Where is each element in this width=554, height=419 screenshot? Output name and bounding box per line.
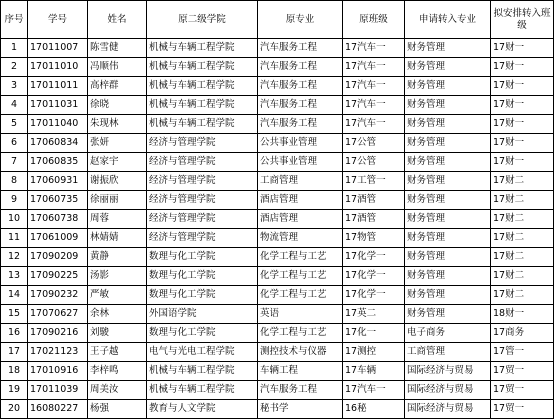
cell-original-college: 数理与化工学院: [147, 267, 258, 286]
cell-target-major: 财务管理: [405, 96, 491, 115]
cell-original-class: 17化学一: [343, 286, 405, 305]
cell-original-class: 17工管一: [343, 172, 405, 191]
table-row: [1, 172, 554, 191]
cell-student-id: 17060738: [28, 210, 88, 229]
cell-target-class: 17贸一: [491, 362, 554, 381]
cell-target-major: 财务管理: [405, 191, 491, 210]
cell-original-college: 数理与化工学院: [147, 286, 258, 305]
cell-target-major: 财务管理: [405, 58, 491, 77]
cell-index: 11: [1, 229, 28, 248]
cell-original-college: 数理与化工学院: [147, 324, 258, 343]
cell-original-class: 17汽车一: [343, 58, 405, 77]
header-target-class: 拟安排转入班级: [491, 1, 554, 39]
cell-student-id: 17090209: [28, 248, 88, 267]
cell-original-class: 17汽车一: [343, 39, 405, 58]
cell-target-class: 17财一: [491, 134, 554, 153]
table-row: [1, 343, 554, 362]
cell-target-major: 财务管理: [405, 229, 491, 248]
cell-target-class: 17财一: [491, 153, 554, 172]
cell-original-major: 公共事业管理: [258, 134, 343, 153]
table-header: [1, 1, 554, 39]
cell-original-major: 工商管理: [258, 172, 343, 191]
cell-name: 黄静: [88, 248, 147, 267]
cell-student-id: 17090216: [28, 324, 88, 343]
cell-name: 王子越: [88, 343, 147, 362]
cell-name: 周美汝: [88, 381, 147, 400]
table-row: [1, 305, 554, 324]
cell-original-college: 机械与车辆工程学院: [147, 115, 258, 134]
cell-target-class: 17财二: [491, 248, 554, 267]
cell-target-major: 国际经济与贸易: [405, 381, 491, 400]
cell-original-college: 机械与车辆工程学院: [147, 96, 258, 115]
cell-original-major: 化学工程与工艺: [258, 267, 343, 286]
table-row: [1, 153, 554, 172]
header-original-college: 原二级学院: [147, 1, 258, 39]
cell-target-major: 财务管理: [405, 248, 491, 267]
cell-index: 4: [1, 96, 28, 115]
cell-original-major: 酒店管理: [258, 191, 343, 210]
cell-student-id: 17070627: [28, 305, 88, 324]
cell-original-class: 17英二: [343, 305, 405, 324]
cell-student-id: 16080227: [28, 400, 88, 419]
header-row: [1, 1, 554, 39]
cell-index: 16: [1, 324, 28, 343]
cell-name: 张妍: [88, 134, 147, 153]
cell-original-major: 车辆工程: [258, 362, 343, 381]
cell-original-college: 机械与车辆工程学院: [147, 381, 258, 400]
table-row: [1, 134, 554, 153]
cell-index: 8: [1, 172, 28, 191]
cell-original-college: 电气与光电工程学院: [147, 343, 258, 362]
cell-student-id: 17011011: [28, 77, 88, 96]
cell-original-major: 英语: [258, 305, 343, 324]
cell-original-college: 经济与管理学院: [147, 191, 258, 210]
cell-target-major: 财务管理: [405, 210, 491, 229]
cell-original-college: 机械与车辆工程学院: [147, 39, 258, 58]
cell-original-college: 经济与管理学院: [147, 134, 258, 153]
cell-target-major: 财务管理: [405, 305, 491, 324]
cell-target-class: 17财二: [491, 172, 554, 191]
cell-target-class: 17贸一: [491, 381, 554, 400]
table-row: [1, 77, 554, 96]
cell-original-major: 酒店管理: [258, 210, 343, 229]
cell-original-class: 17物管: [343, 229, 405, 248]
cell-target-major: 电子商务: [405, 324, 491, 343]
cell-original-college: 经济与管理学院: [147, 172, 258, 191]
table-row: [1, 286, 554, 305]
cell-index: 5: [1, 115, 28, 134]
cell-target-major: 财务管理: [405, 267, 491, 286]
cell-target-major: 财务管理: [405, 172, 491, 191]
cell-original-college: 经济与管理学院: [147, 210, 258, 229]
cell-target-major: 财务管理: [405, 286, 491, 305]
table-row: [1, 324, 554, 343]
cell-original-class: 17汽车一: [343, 96, 405, 115]
cell-original-major: 汽车服务工程: [258, 381, 343, 400]
cell-original-major: 公共事业管理: [258, 153, 343, 172]
table-row: [1, 58, 554, 77]
cell-index: 17: [1, 343, 28, 362]
cell-target-class: 17财二: [491, 267, 554, 286]
cell-original-major: 化学工程与工艺: [258, 324, 343, 343]
cell-student-id: 17060735: [28, 191, 88, 210]
cell-student-id: 17011007: [28, 39, 88, 58]
header-index: 序号: [1, 1, 28, 39]
cell-target-major: 财务管理: [405, 77, 491, 96]
cell-name: 冯顺伟: [88, 58, 147, 77]
cell-name: 陈雪健: [88, 39, 147, 58]
cell-original-class: 17酒管: [343, 210, 405, 229]
cell-original-class: 17公管: [343, 134, 405, 153]
table-body: [1, 39, 554, 419]
cell-index: 15: [1, 305, 28, 324]
cell-original-college: 机械与车辆工程学院: [147, 77, 258, 96]
cell-original-class: 17车辆: [343, 362, 405, 381]
table-row: [1, 248, 554, 267]
cell-target-class: 17财一: [491, 58, 554, 77]
cell-original-college: 机械与车辆工程学院: [147, 58, 258, 77]
cell-target-class: 17财一: [491, 115, 554, 134]
cell-name: 杨强: [88, 400, 147, 419]
cell-name: 刘駿: [88, 324, 147, 343]
cell-name: 李梓鸣: [88, 362, 147, 381]
cell-student-id: 17021123: [28, 343, 88, 362]
cell-original-major: 秘书学: [258, 400, 343, 419]
cell-target-major: 国际经济与贸易: [405, 362, 491, 381]
cell-original-class: 17化学一: [343, 248, 405, 267]
cell-student-id: 17011010: [28, 58, 88, 77]
table-row: [1, 39, 554, 58]
cell-original-college: 外国语学院: [147, 305, 258, 324]
cell-original-major: 汽车服务工程: [258, 96, 343, 115]
cell-original-major: 化学工程与工艺: [258, 248, 343, 267]
cell-name: 周蓉: [88, 210, 147, 229]
cell-original-major: 汽车服务工程: [258, 77, 343, 96]
cell-original-college: 教育与人文学院: [147, 400, 258, 419]
cell-target-class: 17财一: [491, 77, 554, 96]
table-row: [1, 267, 554, 286]
cell-index: 18: [1, 362, 28, 381]
cell-student-id: 17011039: [28, 381, 88, 400]
header-target-major: 申请转入专业: [405, 1, 491, 39]
cell-index: 1: [1, 39, 28, 58]
cell-name: 严敏: [88, 286, 147, 305]
cell-index: 20: [1, 400, 28, 419]
cell-index: 12: [1, 248, 28, 267]
cell-original-class: 17公管: [343, 153, 405, 172]
cell-original-college: 数理与化工学院: [147, 248, 258, 267]
table-row: [1, 191, 554, 210]
cell-target-major: 国际经济与贸易: [405, 400, 491, 419]
table-row: [1, 381, 554, 400]
table-row: [1, 362, 554, 381]
cell-index: 9: [1, 191, 28, 210]
cell-name: 徐丽丽: [88, 191, 147, 210]
cell-student-id: 17090225: [28, 267, 88, 286]
cell-student-id: 17010916: [28, 362, 88, 381]
cell-index: 6: [1, 134, 28, 153]
cell-target-major: 工商管理: [405, 343, 491, 362]
cell-name: 高梓群: [88, 77, 147, 96]
cell-original-major: 汽车服务工程: [258, 39, 343, 58]
cell-original-class: 16秘: [343, 400, 405, 419]
cell-student-id: 17060835: [28, 153, 88, 172]
cell-original-class: 17汽车一: [343, 115, 405, 134]
cell-target-major: 财务管理: [405, 115, 491, 134]
cell-original-class: 17汽车一: [343, 381, 405, 400]
cell-target-class: 17财二: [491, 191, 554, 210]
cell-original-major: 汽车服务工程: [258, 58, 343, 77]
cell-name: 林婧婧: [88, 229, 147, 248]
cell-index: 19: [1, 381, 28, 400]
table-row: [1, 229, 554, 248]
header-name: 姓名: [88, 1, 147, 39]
cell-name: 朱现林: [88, 115, 147, 134]
cell-name: 汤影: [88, 267, 147, 286]
cell-student-id: 17011031: [28, 96, 88, 115]
cell-student-id: 17090232: [28, 286, 88, 305]
cell-index: 13: [1, 267, 28, 286]
cell-student-id: 17060931: [28, 172, 88, 191]
cell-index: 7: [1, 153, 28, 172]
cell-original-major: 测控技术与仪器: [258, 343, 343, 362]
cell-original-major: 化学工程与工艺: [258, 286, 343, 305]
cell-target-class: 17财一: [491, 96, 554, 115]
cell-target-class: 17管一: [491, 343, 554, 362]
cell-index: 10: [1, 210, 28, 229]
cell-target-class: 17财二: [491, 210, 554, 229]
cell-student-id: 17011040: [28, 115, 88, 134]
cell-index: 2: [1, 58, 28, 77]
table-row: [1, 400, 554, 419]
header-original-major: 原专业: [258, 1, 343, 39]
cell-student-id: 17060834: [28, 134, 88, 153]
header-student-id: 学号: [28, 1, 88, 39]
cell-name: 余林: [88, 305, 147, 324]
cell-target-major: 财务管理: [405, 39, 491, 58]
cell-target-class: 18财一: [491, 305, 554, 324]
cell-target-class: 17财二: [491, 229, 554, 248]
cell-original-college: 经济与管理学院: [147, 153, 258, 172]
cell-target-major: 财务管理: [405, 153, 491, 172]
cell-student-id: 17061009: [28, 229, 88, 248]
cell-original-major: 汽车服务工程: [258, 115, 343, 134]
cell-target-class: 17财二: [491, 286, 554, 305]
table-row: [1, 210, 554, 229]
cell-name: 徐晓: [88, 96, 147, 115]
cell-original-class: 17酒管: [343, 191, 405, 210]
table-row: [1, 96, 554, 115]
cell-name: 谢振欣: [88, 172, 147, 191]
cell-original-class: 17化学一: [343, 267, 405, 286]
header-original-class: 原班级: [343, 1, 405, 39]
table-row: [1, 115, 554, 134]
cell-index: 14: [1, 286, 28, 305]
cell-original-class: 17测控: [343, 343, 405, 362]
cell-name: 赵家宇: [88, 153, 147, 172]
cell-index: 3: [1, 77, 28, 96]
cell-original-class: 17化一: [343, 324, 405, 343]
cell-original-class: 17汽车一: [343, 77, 405, 96]
cell-original-college: 机械与车辆工程学院: [147, 362, 258, 381]
cell-target-class: 17贸一: [491, 400, 554, 419]
cell-original-major: 物流管理: [258, 229, 343, 248]
cell-target-class: 17商务: [491, 324, 554, 343]
cell-target-major: 财务管理: [405, 134, 491, 153]
cell-target-class: 17财一: [491, 39, 554, 58]
cell-original-college: 经济与管理学院: [147, 229, 258, 248]
